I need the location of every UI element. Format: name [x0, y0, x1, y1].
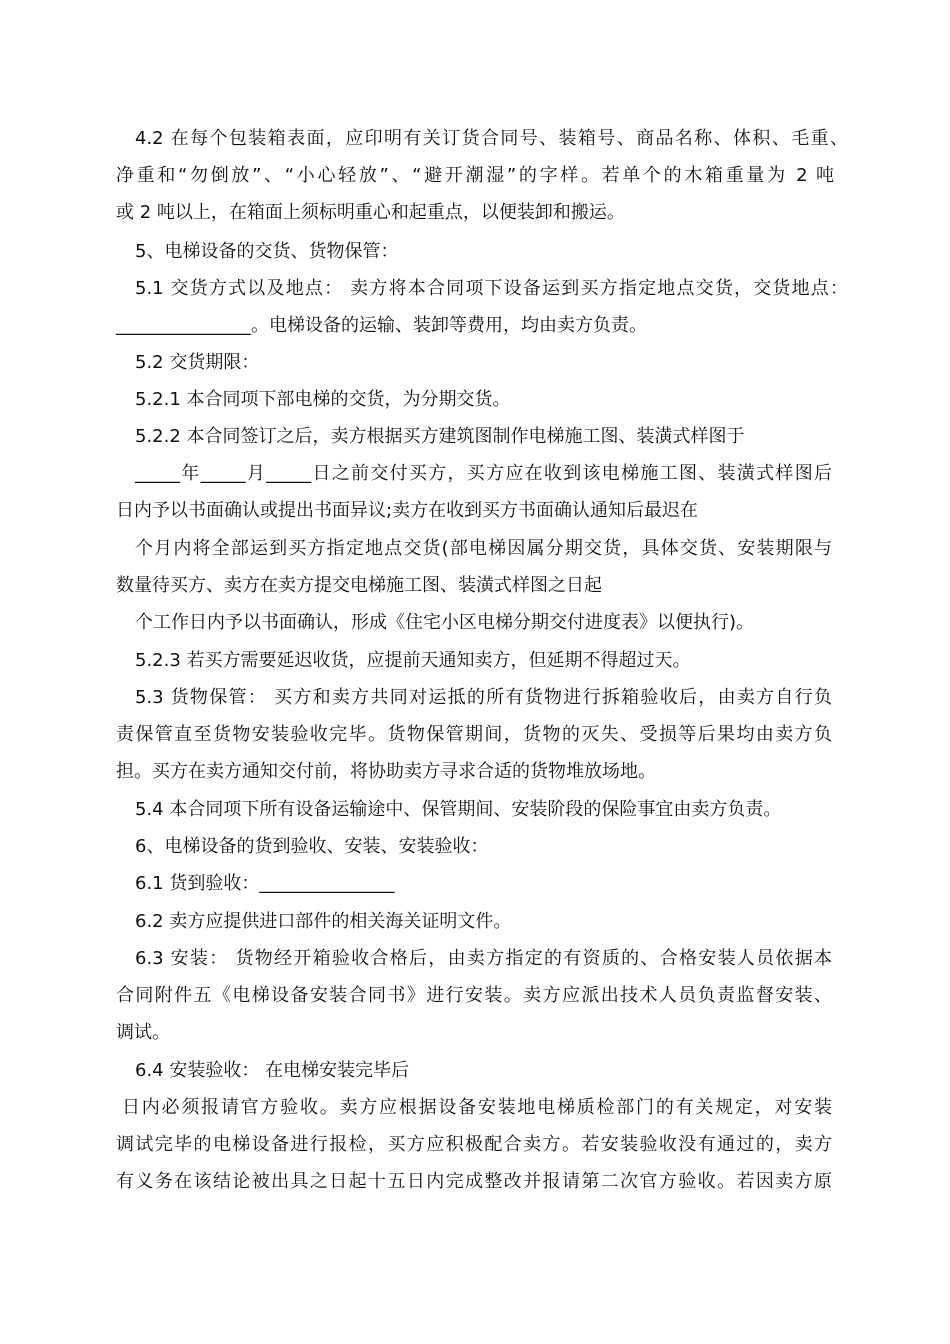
- text-line: 数量待买方、卖方在卖方提交电梯施工图、装潢式样图之日起: [116, 575, 602, 596]
- text-line: 责保管直至货物安装验收完毕。货物保管期间，货物的灭失、受损等后果均由卖方负: [116, 724, 832, 745]
- text-line: 6.1 货到验收：_______________: [135, 873, 395, 894]
- text-line: 5.4 本合同项下所有设备运输途中、保管期间、安装阶段的保险事宜由卖方负责。: [135, 799, 782, 820]
- text-line: 5.3 货物保管： 买方和卖方共同对运抵的所有货物进行拆箱验收后，由卖方自行负: [135, 687, 832, 708]
- text-line: 日内予以书面确认或提出书面异议;卖方在收到买方书面确认通知后最迟在: [116, 500, 699, 521]
- text-line: 5.2.1 本合同项下部电梯的交货，为分期交货。: [135, 389, 511, 410]
- text-line: 调试。: [116, 1022, 170, 1043]
- text-line: 6.2 卖方应提供进口部件的相关海关证明文件。: [135, 911, 512, 932]
- text-line: _______________。电梯设备的运输、装卸等费用，均由卖方负责。: [116, 315, 647, 336]
- text-line: 调试完毕的电梯设备进行报检，买方应积极配合卖方。若安装验收没有通过的，卖方: [116, 1134, 832, 1155]
- text-line: 5.1 交货方式以及地点： 卖方将本合同项下设备运到买方指定地点交货，交货地点：: [135, 278, 848, 299]
- text-line: 6.4 安装验收： 在电梯安装完毕后: [135, 1060, 410, 1081]
- text-line: 5.2.2 本合同签订之后，卖方根据买方建筑图制作电梯施工图、装潢式样图于: [135, 426, 745, 447]
- text-line: 净重和“勿倒放”、“小心轻放”、“避开潮湿”的字样。若单个的木箱重量为 2 吨: [116, 165, 834, 186]
- text-line: 个月内将全部运到买方指定地点交货(部电梯因属分期交货，具体交货、安装期限与: [135, 538, 832, 559]
- text-line: 日内必须报请官方验收。卖方应根据设备安装地电梯质检部门的有关规定，对安装: [122, 1097, 832, 1118]
- text-line: 5.2 交货期限：: [135, 352, 260, 373]
- text-line: 有义务在该结论被出具之日起十五日内完成整改并报请第二次官方验收。若因卖方原: [116, 1171, 832, 1192]
- section-heading: 5、电梯设备的交货、货物保管：: [135, 241, 399, 262]
- section-heading: 6、电梯设备的货到验收、安装、安装验收：: [135, 836, 489, 857]
- text-line: 6.3 安装： 货物经开箱验收合格后，由卖方指定的有资质的、合格安装人员依据本: [135, 948, 832, 969]
- text-line: 4.2 在每个包装箱表面，应印明有关订货合同号、装箱号、商品名称、体积、毛重、: [135, 128, 848, 149]
- text-line: _____年_____月_____日之前交付买方，买方应在收到该电梯施工图、装潢式样图后: [135, 463, 832, 484]
- text-line: 合同附件五《电梯设备安装合同书》进行安装。卖方应派出技术人员负责监督安装、: [116, 985, 832, 1006]
- text-line: 5.2.3 若买方需要延迟收货，应提前天通知卖方，但延期不得超过天。: [135, 650, 691, 671]
- text-line: 或 2 吨以上，在箱面上须标明重心和起重点，以便装卸和搬运。: [116, 202, 625, 223]
- text-line: 担。买方在卖方通知交付前，将协助卖方寻求合适的货物堆放场地。: [116, 761, 656, 782]
- text-line: 个工作日内予以书面确认，形成《住宅小区电梯分期交付进度表》以便执行)。: [135, 612, 755, 633]
